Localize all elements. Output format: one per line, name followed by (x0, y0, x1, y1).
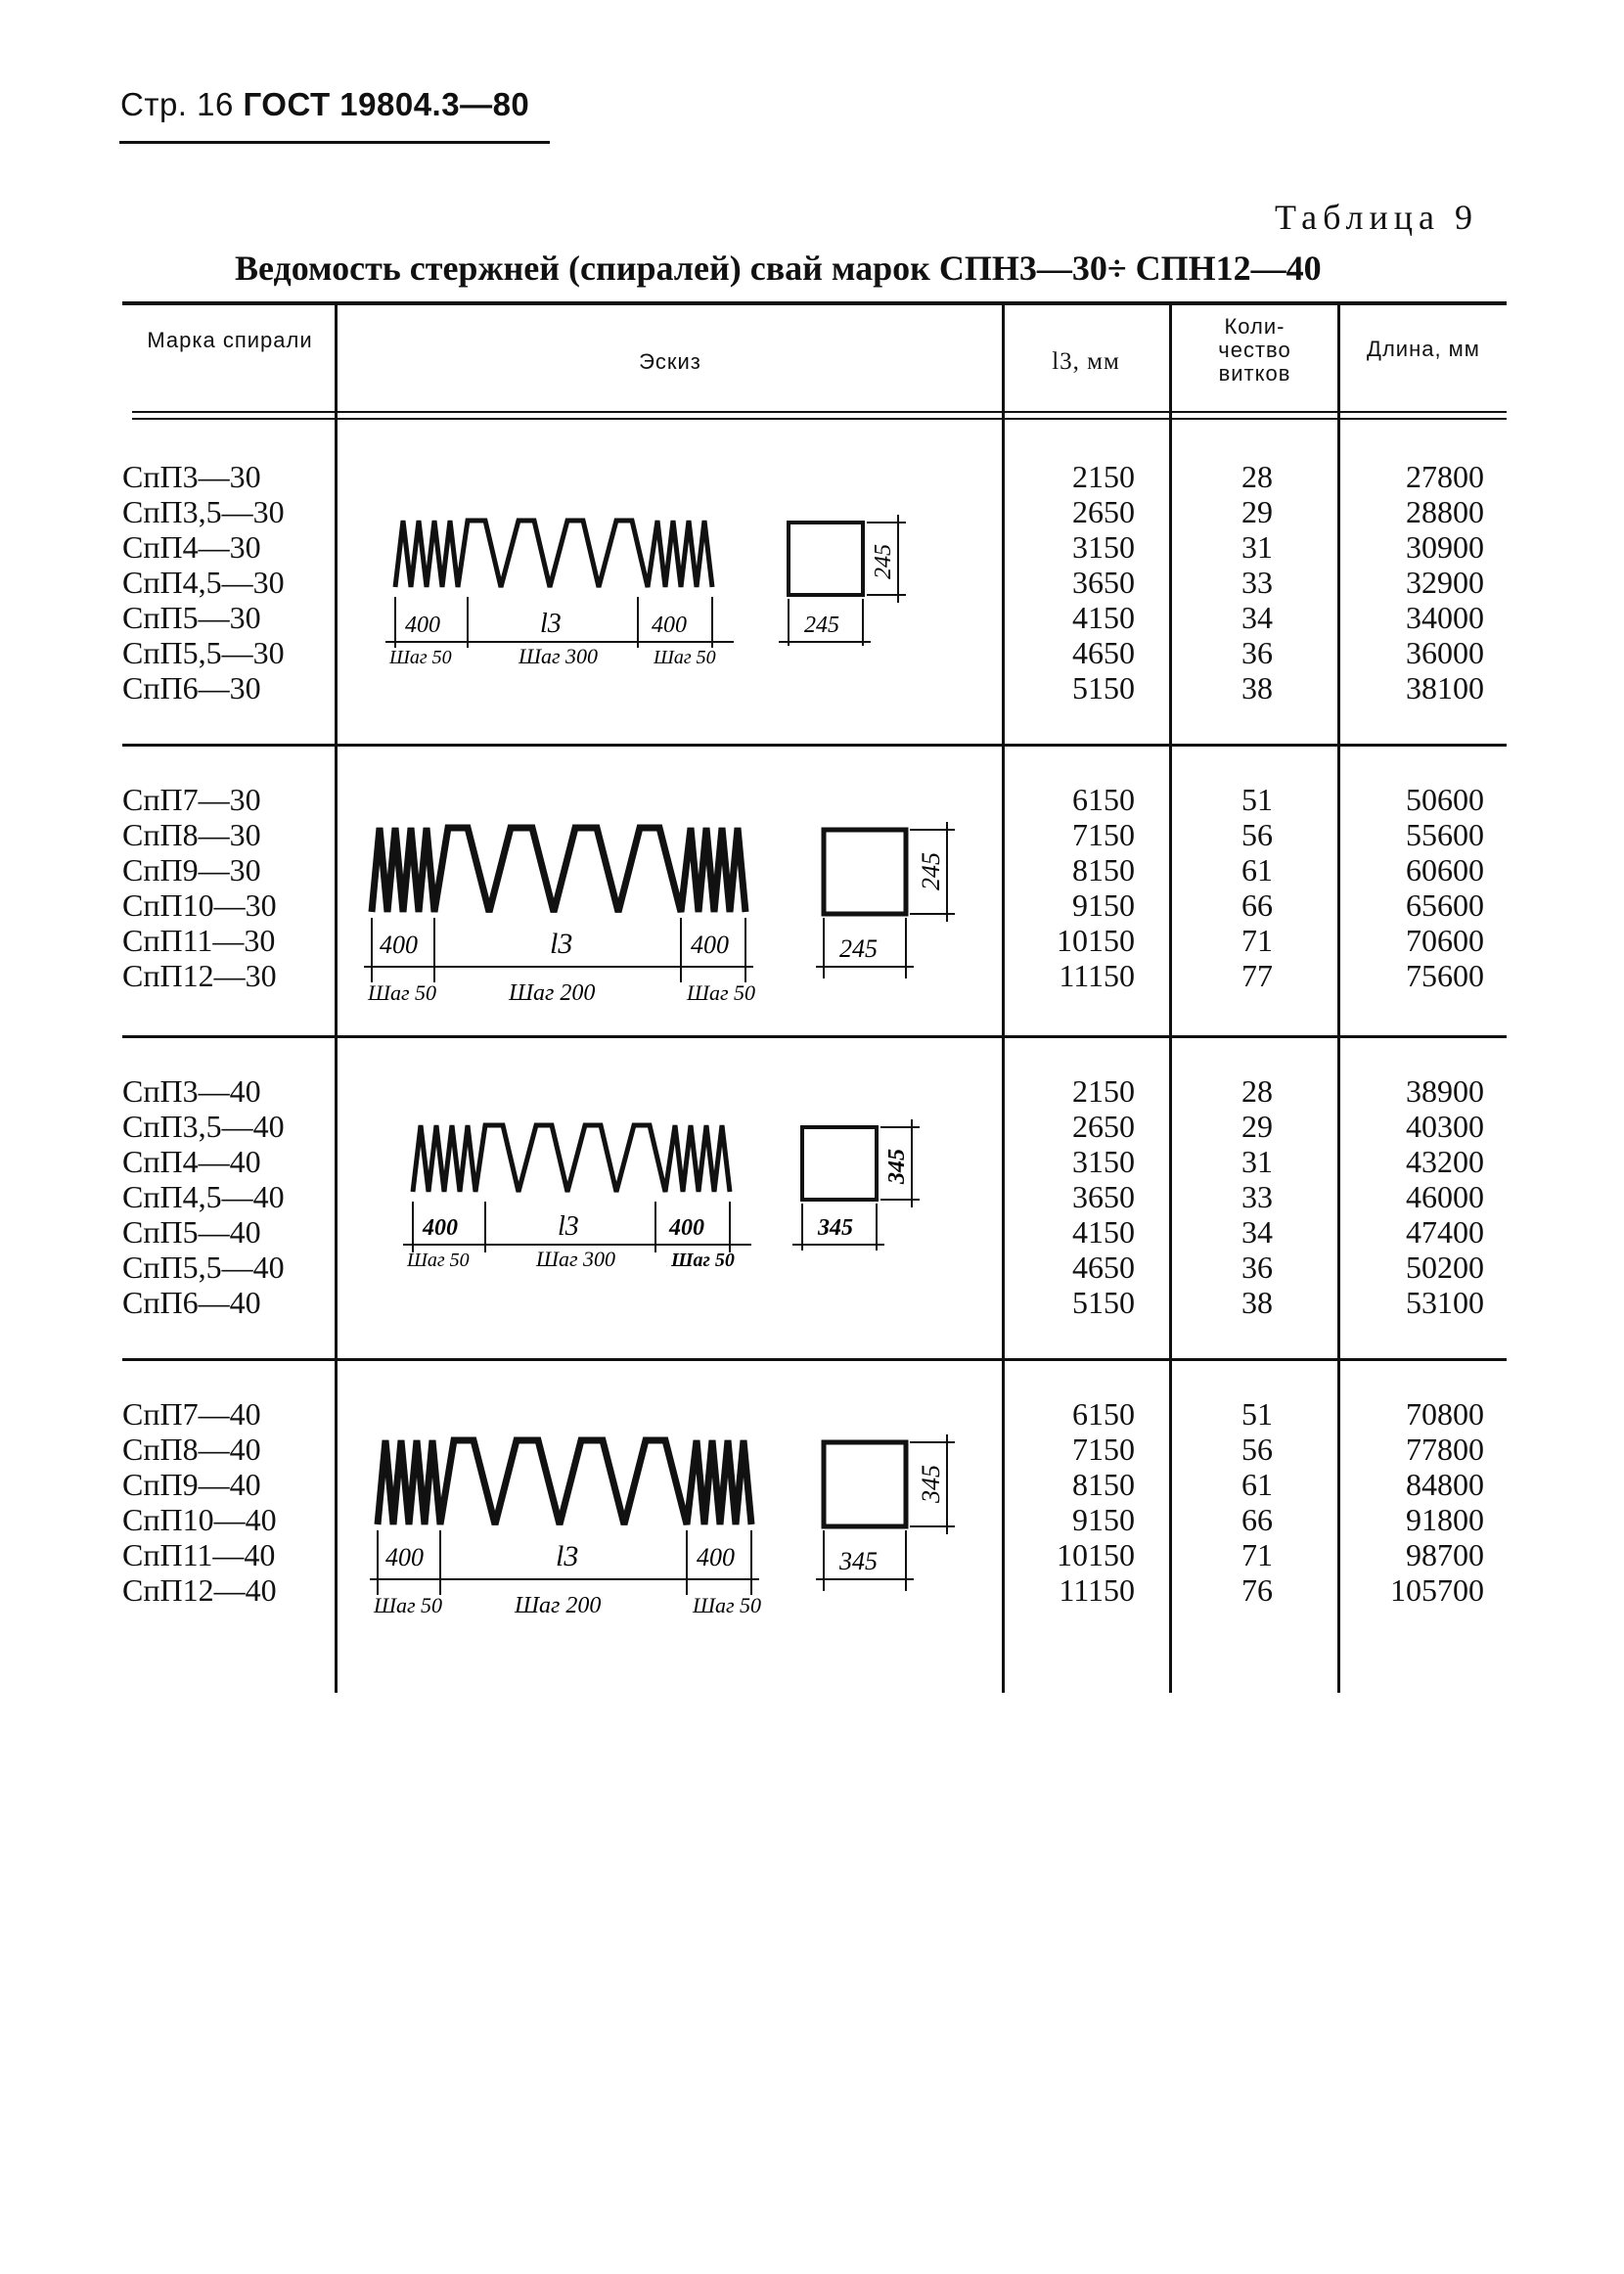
l3-cell: 3650 (1072, 1179, 1135, 1214)
turns-cell: 33 (1241, 565, 1273, 600)
page-number: Стр. 16 (120, 86, 234, 122)
pitch-mid: Шаг 300 (536, 1247, 616, 1271)
pitch-end: Шаг 50 (687, 980, 756, 1005)
turns-cell: 29 (1241, 1109, 1273, 1144)
mark-cell: СпП4—30 (122, 529, 261, 565)
l3-cell: 2150 (1072, 459, 1135, 494)
l3-cell: 3650 (1072, 565, 1135, 600)
turns-cell: 66 (1241, 887, 1273, 923)
mark-cell: СпП3,5—30 (122, 494, 285, 529)
mark-cell: СпП10—40 (122, 1502, 277, 1537)
length-cell: 43200 (1406, 1144, 1484, 1179)
header-l3: l3, мм (1052, 348, 1120, 375)
length-cell: 53100 (1406, 1285, 1484, 1320)
cross-section (824, 830, 906, 914)
length-cell: 65600 (1406, 887, 1484, 923)
l3-cell: 11150 (1059, 958, 1135, 993)
l3-cell: 2650 (1072, 1109, 1135, 1144)
turns-cell: 56 (1241, 817, 1273, 852)
spiral-sketch (382, 509, 929, 675)
mark-cell: СпП5,5—40 (122, 1250, 285, 1285)
l3-cell: 4150 (1072, 1214, 1135, 1250)
length-cell: 50200 (1406, 1250, 1484, 1285)
length-cell: 50600 (1406, 782, 1484, 817)
mark-cell: СпП8—40 (122, 1432, 261, 1467)
turns-cell: 33 (1241, 1179, 1273, 1214)
l3-cell: 2650 (1072, 494, 1135, 529)
spiral-coils (378, 1440, 751, 1524)
length-cell: 98700 (1406, 1537, 1484, 1572)
mark-cell: СпП7—40 (122, 1396, 261, 1432)
length-cell: 84800 (1406, 1467, 1484, 1502)
mark-cell: СпП12—30 (122, 958, 277, 993)
dim-side: 345 (917, 1465, 945, 1503)
l3-cell: 7150 (1072, 817, 1135, 852)
running-head (120, 86, 529, 123)
group-separator (122, 1035, 1507, 1038)
spiral-sketch (364, 814, 970, 1010)
pitch-end: Шаг 50 (693, 1593, 762, 1617)
dim-end-length: 400 (380, 931, 418, 959)
l3-cell: 2150 (1072, 1073, 1135, 1109)
mark-cell: СпП6—30 (122, 670, 261, 705)
mark-cell: СпП4,5—30 (122, 565, 285, 600)
length-cell: 36000 (1406, 635, 1484, 670)
mark-cell: СпП5—30 (122, 600, 261, 635)
turns-cell: 56 (1241, 1432, 1273, 1467)
dim-side: 345 (839, 1547, 878, 1575)
mark-cell: СпП11—40 (122, 1537, 276, 1572)
length-cell: 70800 (1406, 1396, 1484, 1432)
l3-cell: 4650 (1072, 1250, 1135, 1285)
pitch-end: Шаг 50 (671, 1250, 735, 1271)
header-sketch: Эскиз (639, 349, 701, 374)
dim-mid-length: l3 (556, 1540, 579, 1572)
length-cell: 34000 (1406, 600, 1484, 635)
l3-cell: 3150 (1072, 529, 1135, 565)
length-cell: 55600 (1406, 817, 1484, 852)
dim-side: 245 (917, 852, 945, 890)
dim-side: 245 (804, 613, 839, 638)
length-cell: 91800 (1406, 1502, 1484, 1537)
length-cell: 38100 (1406, 670, 1484, 705)
l3-cell: 8150 (1072, 852, 1135, 887)
length-cell: 40300 (1406, 1109, 1484, 1144)
length-cell: 28800 (1406, 494, 1484, 529)
length-cell: 32900 (1406, 565, 1484, 600)
dim-end-length: 400 (652, 613, 687, 638)
turns-cell: 71 (1241, 923, 1273, 958)
length-cell: 46000 (1406, 1179, 1484, 1214)
mark-cell: СпП11—30 (122, 923, 276, 958)
l3-cell: 11150 (1059, 1572, 1135, 1608)
turns-cell: 51 (1241, 1396, 1273, 1432)
length-cell: 75600 (1406, 958, 1484, 993)
l3-cell: 5150 (1072, 1285, 1135, 1320)
dim-end-length: 400 (697, 1543, 735, 1571)
mark-cell: СпП3—40 (122, 1073, 261, 1109)
mark-cell: СпП7—30 (122, 782, 261, 817)
header-mark: Марка спирали (147, 328, 313, 352)
pitch-mid: Шаг 200 (515, 1593, 602, 1618)
l3-cell: 7150 (1072, 1432, 1135, 1467)
l3-cell: 4650 (1072, 635, 1135, 670)
cross-section (802, 1127, 877, 1200)
mark-cell: СпП8—30 (122, 817, 261, 852)
mark-cell: СпП3—30 (122, 459, 261, 494)
cross-section (789, 523, 863, 595)
turns-cell: 34 (1241, 1214, 1273, 1250)
spiral-coils (372, 828, 745, 912)
spiral-sketch (399, 1114, 947, 1280)
turns-cell: 38 (1241, 1285, 1273, 1320)
header-turns: Коли-чество витков (1218, 314, 1291, 386)
column-divider (1169, 305, 1172, 1693)
dim-side: 345 (884, 1149, 910, 1184)
standard-number: ГОСТ 19804.3—80 (243, 86, 530, 122)
spiral-sketch (370, 1427, 976, 1622)
turns-cell: 76 (1241, 1572, 1273, 1608)
mark-cell: СпП3,5—40 (122, 1109, 285, 1144)
mark-cell: СпП4—40 (122, 1144, 261, 1179)
pitch-end: Шаг 50 (389, 647, 452, 668)
pitch-mid: Шаг 300 (519, 644, 599, 668)
pitch-end: Шаг 50 (407, 1250, 470, 1271)
l3-cell: 3150 (1072, 1144, 1135, 1179)
dim-mid-length: l3 (540, 609, 562, 639)
l3-cell: 6150 (1072, 782, 1135, 817)
mark-cell: СпП5,5—30 (122, 635, 285, 670)
turns-cell: 29 (1241, 494, 1273, 529)
dim-end-length: 400 (385, 1543, 424, 1571)
mark-cell: СпП9—40 (122, 1467, 261, 1502)
column-divider (1002, 305, 1005, 1693)
table-number: Таблица 9 (1275, 198, 1478, 237)
dim-mid-length: l3 (550, 928, 573, 960)
mark-cell: СпП4,5—40 (122, 1179, 285, 1214)
length-cell: 38900 (1406, 1073, 1484, 1109)
length-cell: 105700 (1390, 1572, 1484, 1608)
mark-cell: СпП6—40 (122, 1285, 261, 1320)
group-separator (122, 744, 1507, 747)
turns-cell: 61 (1241, 852, 1273, 887)
length-cell: 70600 (1406, 923, 1484, 958)
turns-cell: 31 (1241, 1144, 1273, 1179)
dim-end-length: 400 (691, 931, 729, 959)
turns-cell: 38 (1241, 670, 1273, 705)
turns-cell: 31 (1241, 529, 1273, 565)
pitch-end: Шаг 50 (654, 647, 716, 668)
cross-section (824, 1442, 906, 1526)
table-title: Ведомость стержней (спиралей) свай марок СПН3—30÷ СПН12—40 (235, 249, 1322, 288)
dim-side: 345 (818, 1215, 853, 1241)
l3-cell: 10150 (1057, 1537, 1135, 1572)
header-bottom-rule (132, 411, 1507, 413)
l3-cell: 5150 (1072, 670, 1135, 705)
table-top-rule (122, 301, 1507, 305)
dim-end-length: 400 (423, 1215, 458, 1241)
dim-mid-length: l3 (558, 1211, 579, 1242)
dim-side: 245 (871, 544, 896, 579)
turns-cell: 36 (1241, 635, 1273, 670)
turns-cell: 28 (1241, 459, 1273, 494)
turns-cell: 28 (1241, 1073, 1273, 1109)
l3-cell: 4150 (1072, 600, 1135, 635)
turns-cell: 77 (1241, 958, 1273, 993)
l3-cell: 10150 (1057, 923, 1135, 958)
dim-end-length: 400 (405, 613, 440, 638)
spiral-coils (413, 1125, 730, 1192)
length-cell: 77800 (1406, 1432, 1484, 1467)
mark-cell: СпП12—40 (122, 1572, 277, 1608)
header-length: Длина, мм (1367, 337, 1480, 361)
turns-cell: 36 (1241, 1250, 1273, 1285)
dim-end-length: 400 (669, 1215, 704, 1241)
spiral-coils (395, 521, 712, 587)
mark-cell: СпП5—40 (122, 1214, 261, 1250)
mark-cell: СпП10—30 (122, 887, 277, 923)
l3-cell: 8150 (1072, 1467, 1135, 1502)
l3-cell: 9150 (1072, 1502, 1135, 1537)
turns-cell: 51 (1241, 782, 1273, 817)
turns-cell: 66 (1241, 1502, 1273, 1537)
pitch-end: Шаг 50 (368, 980, 437, 1005)
length-cell: 27800 (1406, 459, 1484, 494)
running-head-rule (119, 141, 550, 144)
length-cell: 47400 (1406, 1214, 1484, 1250)
length-cell: 60600 (1406, 852, 1484, 887)
mark-cell: СпП9—30 (122, 852, 261, 887)
pitch-end: Шаг 50 (374, 1593, 443, 1617)
turns-cell: 71 (1241, 1537, 1273, 1572)
l3-cell: 6150 (1072, 1396, 1135, 1432)
turns-cell: 34 (1241, 600, 1273, 635)
length-cell: 30900 (1406, 529, 1484, 565)
dim-side: 245 (839, 934, 878, 963)
l3-cell: 9150 (1072, 887, 1135, 923)
pitch-mid: Шаг 200 (509, 980, 596, 1006)
header-bottom-rule-2 (132, 418, 1507, 420)
turns-cell: 61 (1241, 1467, 1273, 1502)
group-separator (122, 1358, 1507, 1361)
